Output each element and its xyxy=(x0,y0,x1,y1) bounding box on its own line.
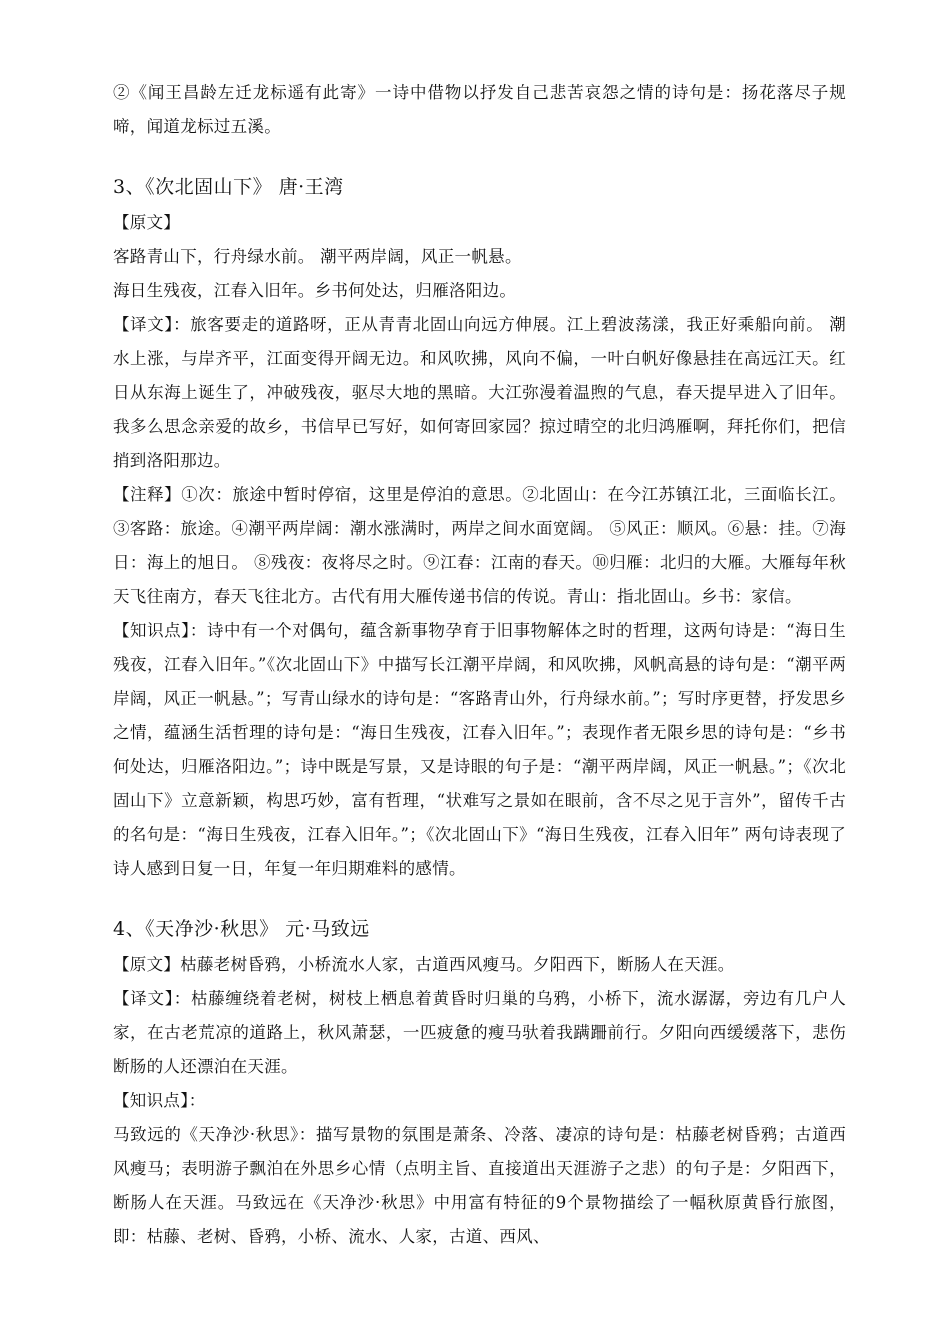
section-4-knowledge-points: 马致远的《天净沙·秋思》：描写景物的氛围是萧条、冷落、凄凉的诗句是：枯藤老树昏鸦；古道西风瘦马；表明游子飘泊在外思乡心情（点明主旨、直接道出天涯游子之悲）的句子是：夕阳西下，断肠人在天涯。马致远在《天净沙·秋思》中用富有特征的9个景物描绘了一幅秋原黄昏行旅图，即：枯藤、老树、昏鸦，小桥、流水、人家，古道、西风、 xyxy=(113,1125,846,1246)
section-4-translation: 【译文】：枯藤缠绕着老树，树枝上栖息着黄昏时归巢的乌鸦，小桥下，流水潺潺，旁边有几户人家，在古老荒凉的道路上，秋风萧瑟，一匹疲惫的瘦马驮着我蹒跚前行。夕阳向西缓缓落下，悲伤断肠的人还漂泊在天涯。 xyxy=(113,989,846,1076)
section-3-original-line-2: 海日生残夜，江春入旧年。乡书何处达，归雁洛阳边。 xyxy=(113,281,517,300)
section-3-notes: 【注释】①次：旅途中暂时停宿，这里是停泊的意思。②北固山：在今江苏镇江北，三面临长江。 ③客路：旅途。④潮平两岸阔：潮水涨满时，两岸之间水面宽阔。 ⑤风正：顺风。⑥悬：挂。⑦海日：海上的旭日。 ⑧残夜：夜将尽之时。⑨江春：江南的春天。⑩归雁：北归的大雁。大雁每年秋天飞往南方，春天飞往北方。古代有用大雁传递书信的传说。青山：指北固山。乡书：家信。 xyxy=(113,485,846,606)
section-3-translation: 【译文】：旅客要走的道路呀，正从青青北固山向远方伸展。江上碧波荡漾，我正好乘船向前。 潮水上涨，与岸齐平，江面变得开阔无边。和风吹拂，风向不偏，一叶白帆好像悬挂在高远江天。红日从东海上诞生了，冲破残夜，驱尽大地的黑暗。大江弥漫着温煦的气息，春天提早进入了旧年。我多么思念亲爱的故乡，书信早已写好，如何寄回家园？掠过晴空的北归鸿雁啊，拜托你们，把信捎到洛阳那边。 xyxy=(113,315,846,470)
section-3-original-label: 【原文】 xyxy=(113,213,181,232)
section-3-original-line-1: 客路青山下，行舟绿水前。 潮平两岸阔，风正一帆悬。 xyxy=(113,247,522,266)
section-3-heading: 3、《次北固山下》 唐·王湾 xyxy=(113,176,344,198)
section-4-knowledge-label: 【知识点】： xyxy=(113,1091,206,1110)
section-4-heading: 4、《天净沙·秋思》 元·马致远 xyxy=(113,918,370,940)
section-3-knowledge-points: 【知识点】：诗中有一个对偶句，蕴含新事物孕育于旧事物解体之时的哲理，这两句诗是：“海日生残夜，江春入旧年。”《次北固山下》中描写长江潮平岸阔，和风吹拂，风帆高悬的诗句是：“潮平两岸阔，风正一帆悬。”；写青山绿水的诗句是：“客路青山外，行舟绿水前。”；写时序更替，抒发思乡之情，蕴涵生活哲理的诗句是：“海日生残夜，江春入旧年。”；表现作者无限乡思的诗句是：“乡书何处达，归雁洛阳边。”；诗中既是写景，又是诗眼的句子是：“潮平两岸阔，风正一帆悬。”；《次北固山下》立意新颖，构思巧妙，富有哲理，“状难写之景如在眼前，含不尽之见于言外”，留传千古的名句是：“海日生残夜，江春入旧年。”；《次北固山下》“海日生残夜，江春入旧年” 两句诗表现了诗人感到日复一日，年复一年归期难料的感情。 xyxy=(113,621,846,878)
intro-paragraph: ②《闻王昌龄左迁龙标遥有此寄》一诗中借物以抒发自己悲苦哀怨之情的诗句是：扬花落尽子规啼，闻道龙标过五溪。 xyxy=(113,83,846,136)
section-4-original: 【原文】枯藤老树昏鸦，小桥流水人家，古道西风瘦马。夕阳西下，断肠人在天涯。 xyxy=(113,955,735,974)
